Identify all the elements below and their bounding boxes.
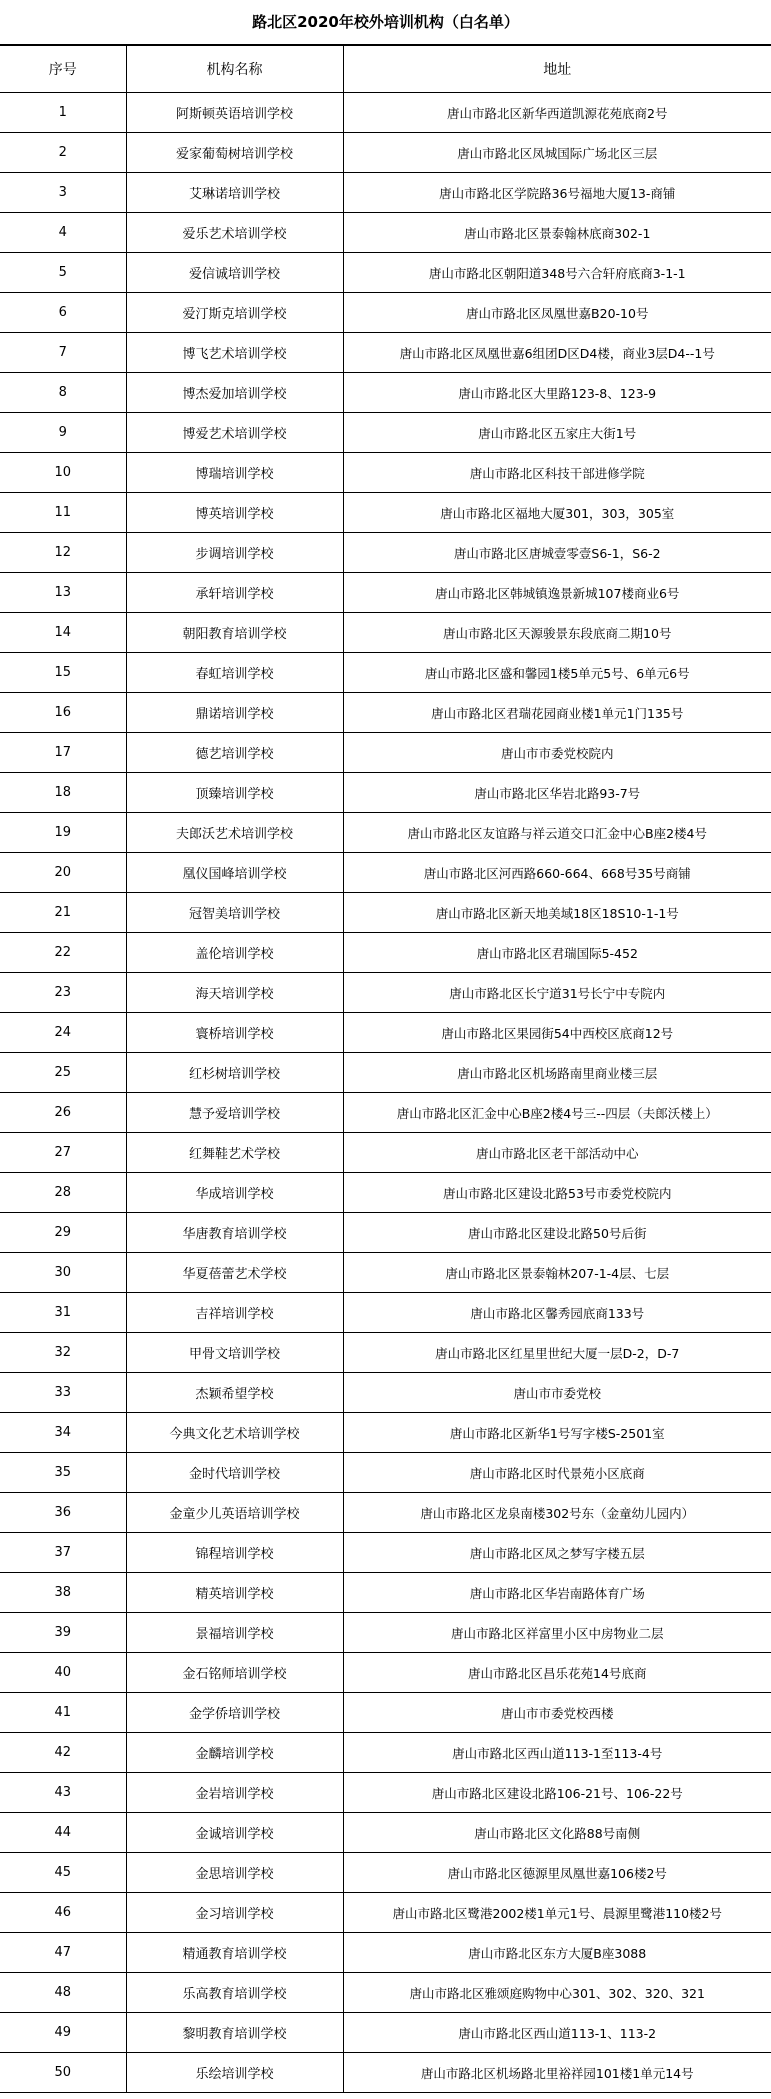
- table-row: [0, 1373, 771, 1413]
- institution-name: 今典文化艺术培训学校: [126, 1413, 343, 1453]
- institution-address: 唐山市路北区德源里凤凰世嘉106楼2号: [343, 1853, 771, 1893]
- row-index: 41: [0, 1693, 126, 1733]
- institution-address: 唐山市路北区文化路88号南侧: [343, 1813, 771, 1853]
- table-row: [0, 613, 771, 653]
- institution-address: 唐山市路北区鹭港2002楼1单元1号、晨源里鹭港110楼2号: [343, 1893, 771, 1933]
- table-row: [0, 893, 771, 933]
- row-index: 10: [0, 453, 126, 493]
- institution-address: 唐山市路北区韩城镇逸景新城107楼商业6号: [343, 573, 771, 613]
- table-row: [0, 373, 771, 413]
- table-row: [0, 1693, 771, 1733]
- institution-name: 凰仪国峰培训学校: [126, 853, 343, 893]
- institution-name: 金习培训学校: [126, 1893, 343, 1933]
- institution-name: 华成培训学校: [126, 1173, 343, 1213]
- institution-address: 唐山市路北区老干部活动中心: [343, 1133, 771, 1173]
- table-row: [0, 573, 771, 613]
- institution-name: 冠智美培训学校: [126, 893, 343, 933]
- institution-name: 红杉树培训学校: [126, 1053, 343, 1093]
- table-row: [0, 2053, 771, 2093]
- institution-address: 唐山市路北区河西路660-664、668号35号商铺: [343, 853, 771, 893]
- institution-name: 博杰爱加培训学校: [126, 373, 343, 413]
- table-row: [0, 1173, 771, 1213]
- institution-name: 乐高教育培训学校: [126, 1973, 343, 2013]
- institution-address: 唐山市路北区凤城国际广场北区三层: [343, 133, 771, 173]
- institution-address: 唐山市路北区红星里世纪大厦一层D-2，D-7: [343, 1333, 771, 1373]
- row-index: 27: [0, 1133, 126, 1173]
- document-title: 路北区2020年校外培训机构（白名单）: [0, 0, 771, 45]
- institution-name: 黎明教育培训学校: [126, 2013, 343, 2053]
- institution-name: 朝阳教育培训学校: [126, 613, 343, 653]
- institution-name: 博英培训学校: [126, 493, 343, 533]
- institution-address: 唐山市路北区凤凰世嘉6组团D区D4楼，商业3层D4--1号: [343, 333, 771, 373]
- institution-address: 唐山市路北区机场路南里商业楼三层: [343, 1053, 771, 1093]
- table-row: [0, 1453, 771, 1493]
- institution-address: 唐山市路北区盛和馨园1楼5单元5号、6单元6号: [343, 653, 771, 693]
- institution-address: 唐山市路北区科技干部进修学院: [343, 453, 771, 493]
- institution-address: 唐山市路北区朝阳道348号六合轩府底商3-1-1: [343, 253, 771, 293]
- institution-name: 精英培训学校: [126, 1573, 343, 1613]
- table-row: [0, 413, 771, 453]
- institution-address: 唐山市路北区祥富里小区中房物业二层: [343, 1613, 771, 1653]
- row-index: 20: [0, 853, 126, 893]
- table-row: [0, 173, 771, 213]
- table-row: [0, 1813, 771, 1853]
- institution-name: 锦程培训学校: [126, 1533, 343, 1573]
- row-index: 31: [0, 1293, 126, 1333]
- institution-address: 唐山市路北区建设北路106-21号、106-22号: [343, 1773, 771, 1813]
- institution-name: 慧予爱培训学校: [126, 1093, 343, 1133]
- institution-name: 阿斯顿英语培训学校: [126, 93, 343, 133]
- table-row: [0, 1053, 771, 1093]
- row-index: 6: [0, 293, 126, 333]
- institution-address: 唐山市路北区馨秀园底商133号: [343, 1293, 771, 1333]
- institution-address: 唐山市路北区建设北路53号市委党校院内: [343, 1173, 771, 1213]
- institution-address: 唐山市路北区雅颂庭购物中心301、302、320、321: [343, 1973, 771, 2013]
- table-row: [0, 693, 771, 733]
- institution-name: 寰桥培训学校: [126, 1013, 343, 1053]
- institution-name: 爱信诚培训学校: [126, 253, 343, 293]
- row-index: 36: [0, 1493, 126, 1533]
- row-index: 18: [0, 773, 126, 813]
- institution-address: 唐山市市委党校西楼: [343, 1693, 771, 1733]
- institution-name: 精通教育培训学校: [126, 1933, 343, 1973]
- institution-address: 唐山市路北区学院路36号福地大厦13-商铺: [343, 173, 771, 213]
- table-row: [0, 533, 771, 573]
- row-index: 37: [0, 1533, 126, 1573]
- institution-address: 唐山市路北区五家庄大街1号: [343, 413, 771, 453]
- row-index: 50: [0, 2053, 126, 2093]
- table-row: [0, 1093, 771, 1133]
- row-index: 23: [0, 973, 126, 1013]
- institution-name: 爱汀斯克培训学校: [126, 293, 343, 333]
- row-index: 38: [0, 1573, 126, 1613]
- row-index: 49: [0, 2013, 126, 2053]
- table-row: [0, 1733, 771, 1773]
- row-index: 5: [0, 253, 126, 293]
- institution-name: 金思培训学校: [126, 1853, 343, 1893]
- whitelist-table: [0, 45, 771, 2093]
- institution-address: 唐山市路北区君瑞国际5-452: [343, 933, 771, 973]
- institution-name: 红舞鞋艺术学校: [126, 1133, 343, 1173]
- institution-address: 唐山市路北区时代景苑小区底商: [343, 1453, 771, 1493]
- header-address: 地址: [343, 46, 771, 93]
- institution-address: 唐山市路北区唐城壹零壹S6-1，S6-2: [343, 533, 771, 573]
- row-index: 15: [0, 653, 126, 693]
- row-index: 3: [0, 173, 126, 213]
- table-row: [0, 653, 771, 693]
- institution-name: 海天培训学校: [126, 973, 343, 1013]
- table-row: [0, 1853, 771, 1893]
- table-row: [0, 973, 771, 1013]
- institution-address: 唐山市路北区新华西道凯源花苑底商2号: [343, 93, 771, 133]
- row-index: 21: [0, 893, 126, 933]
- row-index: 48: [0, 1973, 126, 2013]
- institution-address: 唐山市路北区龙泉南楼302号东（金童幼儿园内）: [343, 1493, 771, 1533]
- row-index: 14: [0, 613, 126, 653]
- institution-address: 唐山市路北区果园街54中西校区底商12号: [343, 1013, 771, 1053]
- row-index: 25: [0, 1053, 126, 1093]
- table-row: [0, 933, 771, 973]
- row-index: 28: [0, 1173, 126, 1213]
- row-index: 40: [0, 1653, 126, 1693]
- institution-address: 唐山市路北区凤之梦写字楼五层: [343, 1533, 771, 1573]
- row-index: 42: [0, 1733, 126, 1773]
- institution-name: 金时代培训学校: [126, 1453, 343, 1493]
- table-row: [0, 1893, 771, 1933]
- row-index: 29: [0, 1213, 126, 1253]
- institution-name: 博瑞培训学校: [126, 453, 343, 493]
- row-index: 43: [0, 1773, 126, 1813]
- table-row: [0, 1213, 771, 1253]
- institution-address: 唐山市市委党校院内: [343, 733, 771, 773]
- institution-name: 金诚培训学校: [126, 1813, 343, 1853]
- institution-address: 唐山市路北区建设北路50号后街: [343, 1213, 771, 1253]
- institution-name: 金麟培训学校: [126, 1733, 343, 1773]
- table-row: [0, 1253, 771, 1293]
- institution-name: 甲骨文培训学校: [126, 1333, 343, 1373]
- institution-name: 爱家葡萄树培训学校: [126, 133, 343, 173]
- row-index: 1: [0, 93, 126, 133]
- table-row: [0, 1013, 771, 1053]
- institution-name: 艾琳诺培训学校: [126, 173, 343, 213]
- row-index: 47: [0, 1933, 126, 1973]
- table-row: [0, 1973, 771, 2013]
- header-index: 序号: [0, 46, 126, 93]
- header-row: [0, 46, 771, 93]
- institution-name: 乐绘培训学校: [126, 2053, 343, 2093]
- institution-name: 华唐教育培训学校: [126, 1213, 343, 1253]
- table-row: [0, 493, 771, 533]
- row-index: 44: [0, 1813, 126, 1853]
- row-index: 19: [0, 813, 126, 853]
- table-row: [0, 2013, 771, 2053]
- row-index: 16: [0, 693, 126, 733]
- institution-address: 唐山市路北区天源骏景东段底商二期10号: [343, 613, 771, 653]
- institution-address: 唐山市路北区新华1号写字楼S-2501室: [343, 1413, 771, 1453]
- institution-name: 德艺培训学校: [126, 733, 343, 773]
- institution-address: 唐山市路北区新天地美域18区18S10-1-1号: [343, 893, 771, 933]
- row-index: 12: [0, 533, 126, 573]
- institution-name: 博爱艺术培训学校: [126, 413, 343, 453]
- row-index: 39: [0, 1613, 126, 1653]
- institution-name: 金石铭师培训学校: [126, 1653, 343, 1693]
- table-row: [0, 1133, 771, 1173]
- table-row: [0, 1333, 771, 1373]
- institution-address: 唐山市路北区华岩北路93-7号: [343, 773, 771, 813]
- table-row: [0, 1933, 771, 1973]
- institution-name: 吉祥培训学校: [126, 1293, 343, 1333]
- table-row: [0, 1413, 771, 1453]
- table-row: [0, 453, 771, 493]
- table-row: [0, 333, 771, 373]
- institution-name: 承轩培训学校: [126, 573, 343, 613]
- table-row: [0, 133, 771, 173]
- row-index: 24: [0, 1013, 126, 1053]
- institution-address: 唐山市路北区景泰翰林207-1-4层、七层: [343, 1253, 771, 1293]
- row-index: 8: [0, 373, 126, 413]
- row-index: 13: [0, 573, 126, 613]
- table-row: [0, 253, 771, 293]
- institution-name: 金童少儿英语培训学校: [126, 1493, 343, 1533]
- institution-name: 金学侨培训学校: [126, 1693, 343, 1733]
- row-index: 7: [0, 333, 126, 373]
- row-index: 30: [0, 1253, 126, 1293]
- institution-address: 唐山市路北区君瑞花园商业楼1单元1门135号: [343, 693, 771, 733]
- row-index: 34: [0, 1413, 126, 1453]
- institution-name: 顶臻培训学校: [126, 773, 343, 813]
- row-index: 22: [0, 933, 126, 973]
- institution-name: 博飞艺术培训学校: [126, 333, 343, 373]
- row-index: 33: [0, 1373, 126, 1413]
- table-row: [0, 293, 771, 333]
- row-index: 9: [0, 413, 126, 453]
- institution-address: 唐山市路北区景泰翰林底商302-1: [343, 213, 771, 253]
- table-row: [0, 1493, 771, 1533]
- institution-name: 景福培训学校: [126, 1613, 343, 1653]
- institution-address: 唐山市路北区华岩南路体育广场: [343, 1573, 771, 1613]
- institution-name: 杰颖希望学校: [126, 1373, 343, 1413]
- row-index: 45: [0, 1853, 126, 1893]
- table-row: [0, 773, 771, 813]
- institution-name: 爱乐艺术培训学校: [126, 213, 343, 253]
- table-row: [0, 733, 771, 773]
- institution-address: 唐山市路北区友谊路与祥云道交口汇金中心B座2楼4号: [343, 813, 771, 853]
- institution-address: 唐山市路北区西山道113-1至113-4号: [343, 1733, 771, 1773]
- institution-name: 华夏蓓蕾艺术学校: [126, 1253, 343, 1293]
- row-index: 11: [0, 493, 126, 533]
- row-index: 4: [0, 213, 126, 253]
- table-row: [0, 853, 771, 893]
- table-row: [0, 93, 771, 133]
- institution-address: 唐山市路北区东方大厦B座3088: [343, 1933, 771, 1973]
- table-row: [0, 813, 771, 853]
- row-index: 26: [0, 1093, 126, 1133]
- institution-address: 唐山市路北区西山道113-1、113-2: [343, 2013, 771, 2053]
- table-row: [0, 213, 771, 253]
- table-row: [0, 1613, 771, 1653]
- institution-address: 唐山市路北区机场路北里裕祥园101楼1单元14号: [343, 2053, 771, 2093]
- row-index: 17: [0, 733, 126, 773]
- institution-address: 唐山市路北区大里路123-8、123-9: [343, 373, 771, 413]
- institution-name: 金岩培训学校: [126, 1773, 343, 1813]
- row-index: 32: [0, 1333, 126, 1373]
- institution-name: 夫郎沃艺术培训学校: [126, 813, 343, 853]
- row-index: 46: [0, 1893, 126, 1933]
- institution-address: 唐山市市委党校: [343, 1373, 771, 1413]
- table-row: [0, 1573, 771, 1613]
- header-institution-name: 机构名称: [126, 46, 343, 93]
- institution-address: 唐山市路北区汇金中心B座2楼4号三--四层（夫郎沃楼上）: [343, 1093, 771, 1133]
- institution-name: 春虹培训学校: [126, 653, 343, 693]
- table-row: [0, 1293, 771, 1333]
- table-row: [0, 1653, 771, 1693]
- institution-address: 唐山市路北区福地大厦301，303，305室: [343, 493, 771, 533]
- row-index: 35: [0, 1453, 126, 1493]
- row-index: 2: [0, 133, 126, 173]
- table-row: [0, 1773, 771, 1813]
- institution-name: 鼎诺培训学校: [126, 693, 343, 733]
- institution-address: 唐山市路北区凤凰世嘉B20-10号: [343, 293, 771, 333]
- institution-address: 唐山市路北区长宁道31号长宁中专院内: [343, 973, 771, 1013]
- institution-name: 盖伦培训学校: [126, 933, 343, 973]
- institution-name: 步调培训学校: [126, 533, 343, 573]
- institution-address: 唐山市路北区昌乐花苑14号底商: [343, 1653, 771, 1693]
- table-row: [0, 1533, 771, 1573]
